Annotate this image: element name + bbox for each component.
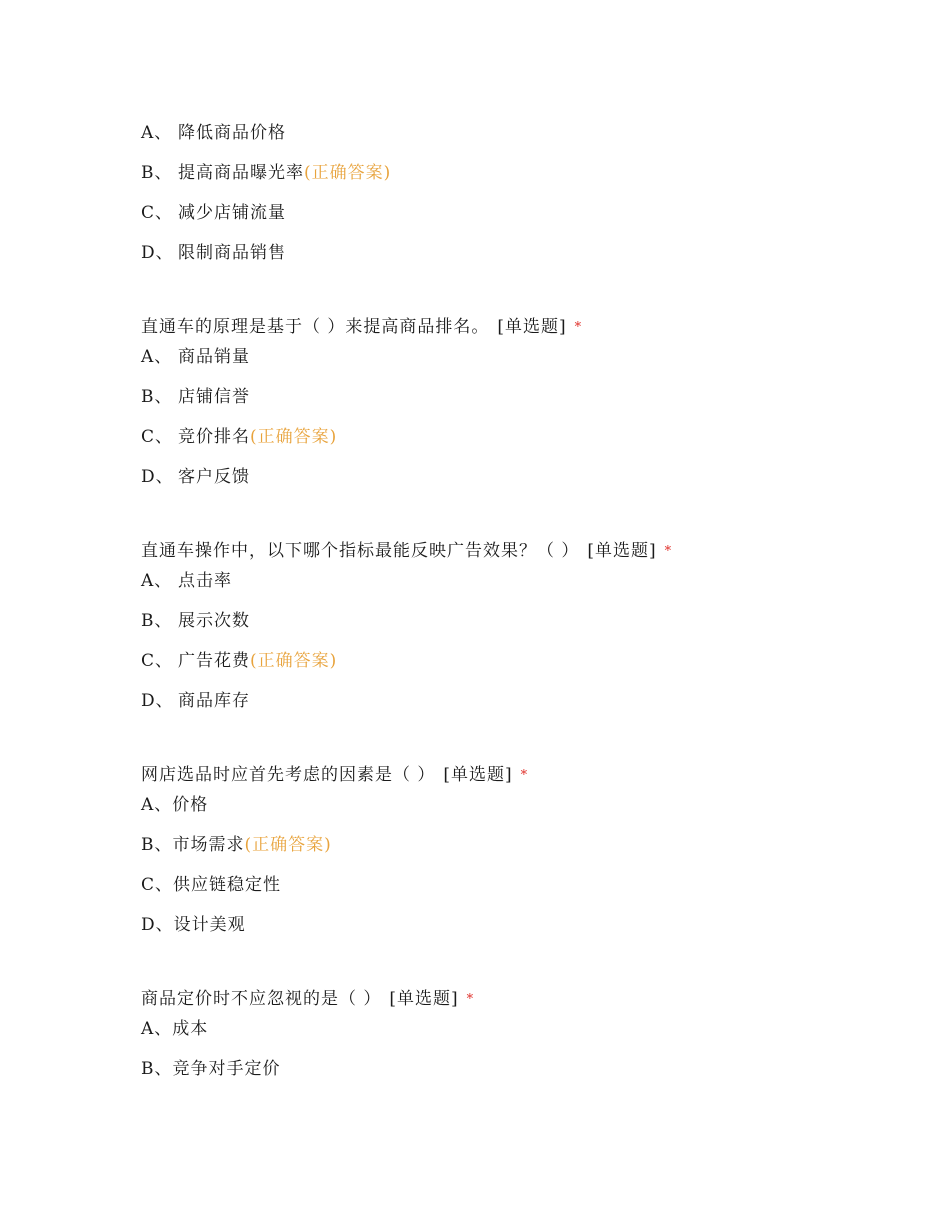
question-title xyxy=(141,538,901,568)
question-title xyxy=(141,762,901,792)
option-prefix: B、 xyxy=(141,387,173,407)
correct-answer-label: (正确答案) xyxy=(250,427,338,447)
question-type-tag: [单选题] xyxy=(497,317,567,337)
question-text: 直通车的原理是基于（ ）来提高商品排名。 xyxy=(141,317,490,337)
option-text: 限制商品销售 xyxy=(178,243,286,263)
option-text: 成本 xyxy=(172,1019,209,1039)
option-prefix: D、 xyxy=(141,243,174,263)
option-prefix: C、 xyxy=(141,203,174,223)
option-text: 广告花费 xyxy=(178,651,250,671)
option-text: 减少店铺流量 xyxy=(178,203,286,223)
option-d xyxy=(141,688,901,728)
question-title xyxy=(141,314,901,344)
option-prefix: D、 xyxy=(141,915,174,935)
option-prefix: A、 xyxy=(141,1019,173,1039)
correct-answer-label: (正确答案) xyxy=(250,651,338,671)
option-prefix: B、 xyxy=(141,835,173,855)
option-b xyxy=(141,384,901,424)
option-a xyxy=(141,792,901,832)
option-b xyxy=(141,608,901,648)
option-b xyxy=(141,160,901,200)
question-type-tag: [单选题] xyxy=(389,989,459,1009)
option-a xyxy=(141,1016,901,1056)
option-c xyxy=(141,424,901,464)
required-asterisk: * xyxy=(664,544,673,559)
option-b xyxy=(141,832,901,872)
option-a xyxy=(141,120,901,160)
option-d xyxy=(141,464,901,504)
option-text: 商品销量 xyxy=(178,347,250,367)
question-block-3 xyxy=(141,762,901,952)
option-prefix: C、 xyxy=(141,427,174,447)
question-title xyxy=(141,986,901,1016)
question-block-4 xyxy=(141,986,901,1096)
option-prefix: B、 xyxy=(141,163,173,183)
option-text: 客户反馈 xyxy=(178,467,250,487)
option-text: 点击率 xyxy=(178,571,232,591)
option-text: 竞争对手定价 xyxy=(172,1059,281,1079)
option-a xyxy=(141,568,901,608)
question-block-0 xyxy=(141,120,901,280)
option-text: 展示次数 xyxy=(178,611,250,631)
question-text: 直通车操作中，以下哪个指标最能反映广告效果？（ ） xyxy=(141,541,580,561)
question-block-1 xyxy=(141,314,901,504)
question-text: 网店选品时应首先考虑的因素是（ ） xyxy=(141,765,436,785)
option-text: 竞价排名 xyxy=(178,427,250,447)
question-text: 商品定价时不应忽视的是（ ） xyxy=(141,989,382,1009)
option-d xyxy=(141,240,901,280)
option-prefix: A、 xyxy=(141,123,173,143)
question-type-tag: [单选题] xyxy=(587,541,657,561)
option-prefix: A、 xyxy=(141,347,173,367)
option-b xyxy=(141,1056,901,1096)
option-text: 降低商品价格 xyxy=(178,123,286,143)
option-text: 提高商品曝光率 xyxy=(178,163,304,183)
option-text: 市场需求 xyxy=(172,835,245,855)
required-asterisk: * xyxy=(574,320,583,335)
option-prefix: B、 xyxy=(141,611,173,631)
option-prefix: A、 xyxy=(141,571,173,591)
correct-answer-label: (正确答案) xyxy=(304,163,392,183)
option-text: 供应链稳定性 xyxy=(173,875,282,895)
option-prefix: C、 xyxy=(141,651,174,671)
option-a xyxy=(141,344,901,384)
option-prefix: C、 xyxy=(141,875,174,895)
option-text: 设计美观 xyxy=(173,915,246,935)
option-prefix: D、 xyxy=(141,467,174,487)
option-text: 价格 xyxy=(172,795,209,815)
option-prefix: A、 xyxy=(141,795,173,815)
required-asterisk: * xyxy=(466,992,475,1007)
option-c xyxy=(141,200,901,240)
question-type-tag: [单选题] xyxy=(443,765,513,785)
correct-answer-label: (正确答案) xyxy=(244,835,332,855)
spacer xyxy=(141,280,901,314)
option-prefix: D、 xyxy=(141,691,174,711)
question-block-2 xyxy=(141,538,901,728)
option-prefix: B、 xyxy=(141,1059,173,1079)
option-c xyxy=(141,648,901,688)
option-text: 商品库存 xyxy=(178,691,250,711)
option-d xyxy=(141,912,901,952)
spacer xyxy=(141,952,901,986)
option-c xyxy=(141,872,901,912)
option-text: 店铺信誉 xyxy=(178,387,250,407)
spacer xyxy=(141,728,901,762)
spacer xyxy=(141,504,901,538)
survey-answer-sheet xyxy=(141,120,901,1096)
required-asterisk: * xyxy=(520,768,529,783)
